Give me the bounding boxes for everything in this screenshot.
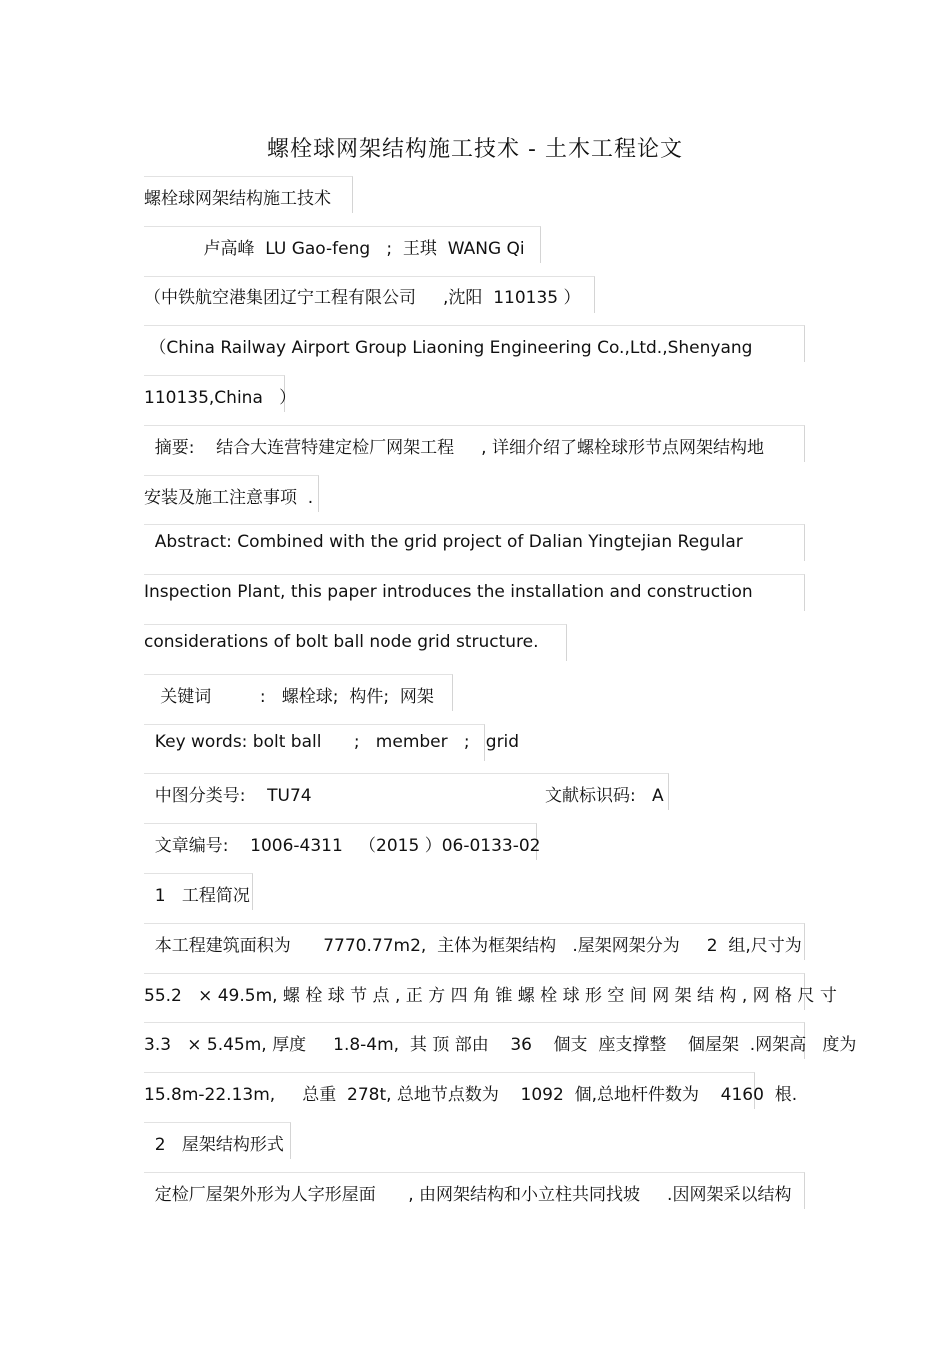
section-2-heading: 2 屋架结构形式 (144, 1135, 284, 1155)
section-1-line2: 55.2 × 49.5m, 螺 栓 球 节 点 , 正 方 四 角 锥 螺 栓 球 形 空 间 网 架 结 构 , 网 格 尺 寸 (144, 986, 837, 1006)
affiliation-en-line1: （China Railway Airport Group Liaoning Engineering Co.,Ltd.,Shenyang (144, 338, 753, 358)
clc-number: 中图分类号: TU74 (144, 786, 312, 806)
abstract-en-line3: considerations of bolt ball node grid structure. (144, 632, 539, 652)
abstract-cn-line1: 摘要: 结合大连营特建定检厂网架工程 , 详细介绍了螺栓球形节点网架结构地 (144, 438, 764, 458)
section-1-line4: 15.8m-22.13m, 总重 278t, 总地节点数为 1092 個,总地杆件数为 4160 根. (144, 1085, 798, 1105)
abstract-en-line2: Inspection Plant, this paper introduces the installation and construction (144, 582, 753, 602)
abstract-en-line1: Abstract: Combined with the grid project of Dalian Yingtejian Regular (144, 532, 743, 552)
document-code: 文献标识码: A (545, 786, 664, 806)
section-1-line3: 3.3 × 5.45m, 厚度 1.8-4m, 其 顶 部由 36 個支 座支撑整 個屋架 .网架高 度为 (144, 1035, 857, 1055)
keywords-cn: 关键词 : 螺栓球; 构件; 网架 (144, 687, 434, 707)
article-number: 文章编号: 1006-4311 （2015 ）06-0133-02 (144, 836, 541, 856)
paper-title: 螺栓球网架结构施工技术 - 土木工程论文 (267, 137, 683, 162)
article-subtitle: 螺栓球网架结构施工技术 (144, 189, 331, 209)
abstract-cn-line2: 安装及施工注意事项 . (144, 488, 314, 508)
keywords-en: Key words: bolt ball ; member ; grid (144, 732, 520, 752)
authors: 卢高峰 LU Gao-feng ; 王琪 WANG Qi (144, 239, 525, 259)
affiliation-cn: （中铁航空港集团辽宁工程有限公司 ,沈阳 110135 ） (144, 288, 581, 308)
section-1-line1: 本工程建筑面积为 7770.77m2, 主体为框架结构 .屋架网架分为 2 组,尺寸为 (144, 936, 802, 956)
section-2-line1: 定检厂屋架外形为人字形屋面 , 由网架结构和小立柱共同找坡 .因网架采以结构 (144, 1185, 792, 1205)
affiliation-en-line2: 110135,China ） (144, 388, 297, 408)
section-1-heading: 1 工程简况 (144, 886, 250, 906)
